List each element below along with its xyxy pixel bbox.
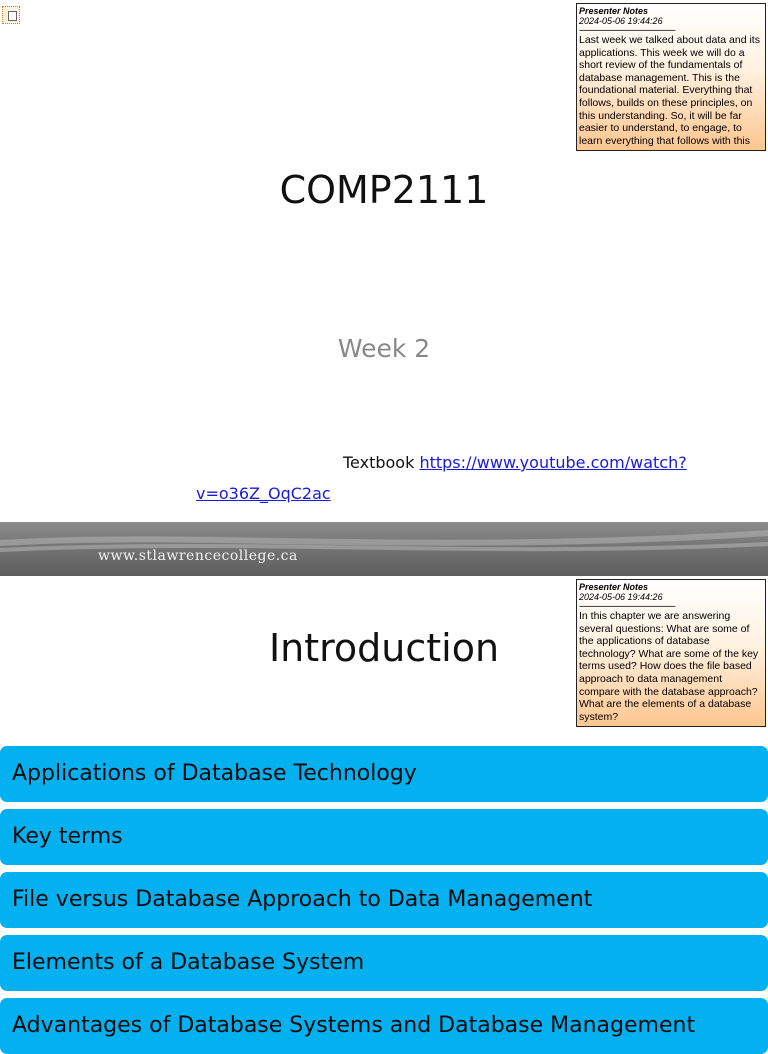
- presenter-notes-panel: [576, 3, 766, 151]
- note-icon[interactable]: [2, 6, 20, 24]
- footer-url: www.stlawrencecollege.ca: [98, 548, 298, 564]
- slide-2: [0, 576, 768, 1038]
- presenter-notes-header: Presenter Notes: [579, 6, 649, 16]
- textbook-line: [196, 447, 716, 509]
- slide-subtitle: Week 2: [337, 334, 431, 363]
- presenter-notes-divider: ------------------------------------------------: [579, 601, 675, 611]
- topic-item[interactable]: Elements of a Database System: [0, 935, 768, 991]
- textbook-link[interactable]: https://www.youtube.com/watch?v=o36Z_OqC2ac: [196, 453, 687, 503]
- presenter-notes-body: Last week we talked about data and its applications. This week we will do a short review of the fundamentals of database management. This is the foundational material. Everything that follows, builds on these principles, on this understanding. So, it will be far easier to understand, to engage, to learn everything that follows with this: [579, 34, 760, 147]
- presenter-notes-date: 2024-05-06 19:44:26: [579, 592, 663, 602]
- topic-item[interactable]: Applications of Database Technology: [0, 746, 768, 802]
- textbook-label: Textbook: [343, 453, 415, 472]
- topic-item[interactable]: Advantages of Database Systems and Database Management: [0, 998, 768, 1054]
- topic-item[interactable]: File versus Database Approach to Data Management: [0, 872, 768, 928]
- slide-title: Introduction: [268, 626, 500, 670]
- presenter-notes-divider: ------------------------------------------------: [579, 25, 675, 35]
- presenter-notes-date: 2024-05-06 19:44:26: [579, 16, 663, 26]
- slide-title: COMP2111: [279, 168, 489, 212]
- presenter-notes-header: Presenter Notes: [579, 582, 649, 592]
- presenter-notes-body: In this chapter we are answering several questions: What are some of the applications of database technology? What are some of the key terms used? How does the file based approach to data management compare with the database approach? What are the elements of a database system?: [579, 610, 759, 723]
- footer-band: [0, 522, 768, 576]
- topic-item[interactable]: Key terms: [0, 809, 768, 865]
